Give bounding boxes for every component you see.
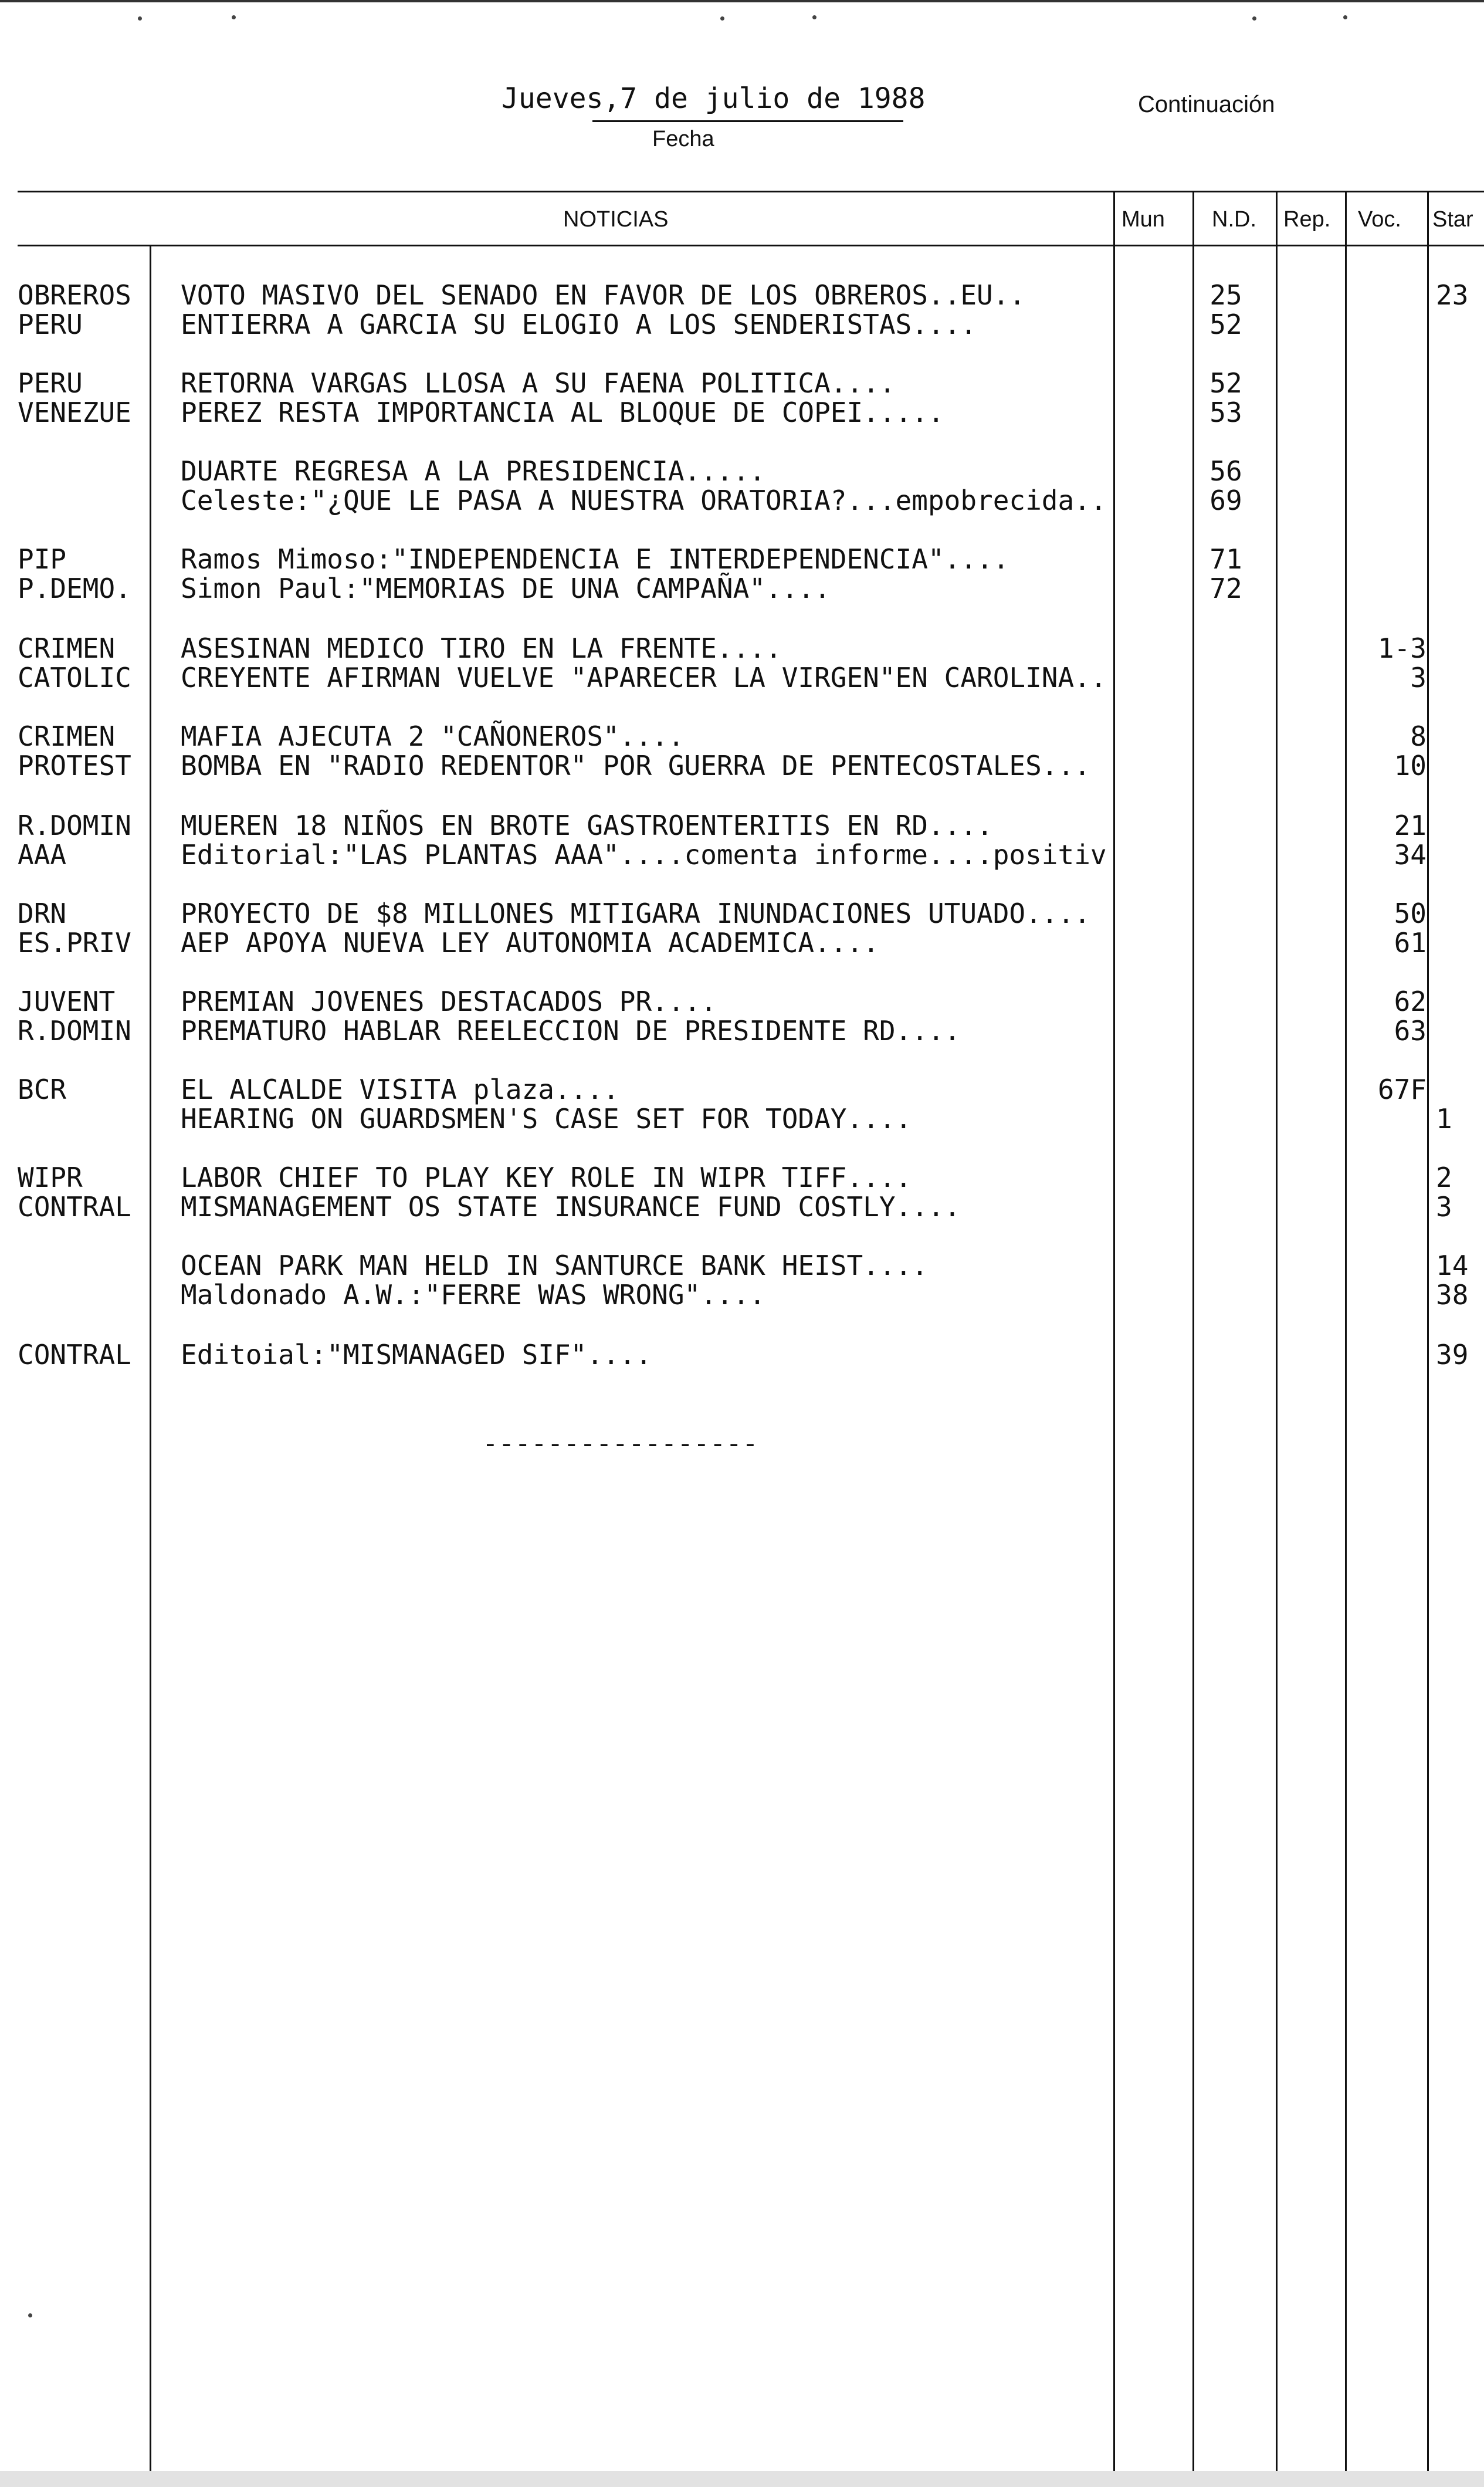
row-headline: LABOR CHIEF TO PLAY KEY ROLE IN WIPR TIFF.... (181, 1162, 912, 1193)
mun-column-divider (1113, 192, 1115, 2471)
date-underline (592, 120, 903, 122)
table-top-rule (18, 191, 1484, 192)
row-category: VENEZUE (18, 398, 131, 427)
row-voc-page: 67F (1377, 1074, 1427, 1105)
document-date: Jueves,7 de julio de 1988 (502, 82, 926, 115)
row-nd-page: 52 (1209, 367, 1242, 399)
scan-speck (28, 2313, 32, 2317)
row-category: R.DOMIN (18, 1016, 131, 1045)
row-nd-page: 72 (1209, 573, 1242, 604)
scan-bottom-band (0, 2471, 1484, 2487)
row-headline: PEREZ RESTA IMPORTANCIA AL BLOQUE DE COPEI..... (181, 397, 944, 428)
row-category: R.DOMIN (18, 811, 131, 840)
row-category: CRIMEN (18, 634, 116, 663)
row-star-page: 39 (1436, 1340, 1469, 1369)
row-headline: CREYENTE AFIRMAN VUELVE "APARECER LA VIRGEN"EN CAROLINA.. (181, 662, 1107, 693)
row-category: CONTRAL (18, 1340, 131, 1369)
row-headline: MAFIA AJECUTA 2 "CAÑONEROS".... (181, 720, 685, 752)
row-star-page: 14 (1436, 1251, 1469, 1280)
row-nd-page: 53 (1209, 397, 1242, 428)
row-category: AAA (18, 840, 67, 869)
row-headline: Ramos Mimoso:"INDEPENDENCIA E INTERDEPENDENCIA".... (181, 543, 1009, 575)
row-headline: AEP APOYA NUEVA LEY AUTONOMIA ACADEMICA.... (181, 927, 879, 959)
row-nd-page: 56 (1209, 455, 1242, 487)
row-voc-page: 61 (1394, 927, 1427, 959)
row-category: PERU (18, 310, 83, 339)
end-separator: ----------------- (482, 1427, 758, 1459)
row-category: ES.PRIV (18, 928, 131, 957)
row-category: P.DEMO. (18, 574, 131, 603)
row-headline: Simon Paul:"MEMORIAS DE UNA CAMPAÑA".... (181, 573, 831, 604)
row-category: OBREROS (18, 280, 131, 310)
table-header-rule (18, 245, 1484, 246)
scan-speck (1252, 16, 1256, 21)
row-category: PIP (18, 544, 67, 574)
row-category: CRIMEN (18, 722, 116, 751)
row-headline: PREMIAN JOVENES DESTACADOS PR.... (181, 986, 717, 1017)
row-headline: HEARING ON GUARDSMEN'S CASE SET FOR TODAY.... (181, 1103, 912, 1135)
row-headline: Editoial:"MISMANAGED SIF".... (181, 1339, 652, 1371)
row-headline: PREMATURO HABLAR REELECCION DE PRESIDENTE RD.... (181, 1015, 961, 1047)
row-headline: MISMANAGEMENT OS STATE INSURANCE FUND COSTLY.... (181, 1191, 961, 1223)
row-headline: BOMBA EN "RADIO REDENTOR" POR GUERRA DE PENTECOSTALES... (181, 750, 1090, 781)
col-header-nd: N.D. (1212, 207, 1256, 232)
row-voc-page: 21 (1394, 810, 1427, 841)
voc-column-divider (1345, 192, 1347, 2471)
row-voc-page: 62 (1394, 986, 1427, 1017)
nd-column-divider (1192, 192, 1194, 2471)
star-column-divider (1427, 192, 1429, 2471)
row-category: WIPR (18, 1163, 83, 1192)
row-category: PERU (18, 368, 83, 398)
date-label: Fecha (652, 127, 714, 151)
col-header-voc: Voc. (1358, 207, 1401, 232)
row-headline: OCEAN PARK MAN HELD IN SANTURCE BANK HEIST.... (181, 1250, 928, 1281)
row-category: DRN (18, 899, 67, 928)
row-category: CONTRAL (18, 1192, 131, 1221)
row-nd-page: 71 (1209, 543, 1242, 575)
scan-speck (138, 16, 142, 21)
row-voc-page: 63 (1394, 1015, 1427, 1047)
row-headline: Editorial:"LAS PLANTAS AAA"....comenta informe....positiv (181, 839, 1107, 871)
category-column-divider (150, 245, 151, 2471)
row-voc-page: 1-3 (1377, 632, 1427, 664)
row-headline: PROYECTO DE $8 MILLONES MITIGARA INUNDACIONES UTUADO.... (181, 898, 1090, 929)
top-edge (0, 0, 1484, 2)
col-header-noticias: NOTICIAS (563, 207, 669, 232)
scan-speck (720, 16, 724, 21)
row-headline: RETORNA VARGAS LLOSA A SU FAENA POLITICA.... (181, 367, 896, 399)
row-headline: EL ALCALDE VISITA plaza.... (181, 1074, 619, 1105)
col-header-mun: Mun (1122, 207, 1165, 232)
row-headline: ASESINAN MEDICO TIRO EN LA FRENTE.... (181, 632, 782, 664)
scan-speck (232, 15, 236, 19)
row-nd-page: 25 (1209, 279, 1242, 311)
rep-column-divider (1276, 192, 1278, 2471)
row-nd-page: 52 (1209, 309, 1242, 340)
row-headline: Maldonado A.W.:"FERRE WAS WRONG".... (181, 1279, 765, 1311)
row-star-page: 2 (1436, 1163, 1452, 1192)
col-header-star: Star (1432, 207, 1473, 232)
row-voc-page: 34 (1394, 839, 1427, 871)
row-headline: Celeste:"¿QUE LE PASA A NUESTRA ORATORIA?...empobrecida.. (181, 485, 1107, 516)
row-star-page: 38 (1436, 1280, 1469, 1310)
row-category: CATOLIC (18, 663, 131, 692)
col-header-rep: Rep. (1283, 207, 1331, 232)
row-headline: DUARTE REGRESA A LA PRESIDENCIA..... (181, 455, 765, 487)
row-voc-page: 10 (1394, 750, 1427, 781)
row-star-page: 1 (1436, 1104, 1452, 1133)
row-star-page: 3 (1436, 1192, 1452, 1221)
row-headline: MUEREN 18 NIÑOS EN BROTE GASTROENTERITIS EN RD.... (181, 810, 993, 841)
row-voc-page: 50 (1394, 898, 1427, 929)
scan-speck (812, 15, 816, 19)
scan-speck (1343, 15, 1347, 19)
row-category: PROTEST (18, 751, 131, 780)
row-category: BCR (18, 1075, 67, 1104)
row-nd-page: 69 (1209, 485, 1242, 516)
row-category: JUVENT (18, 987, 116, 1016)
row-headline: ENTIERRA A GARCIA SU ELOGIO A LOS SENDERISTAS.... (181, 309, 977, 340)
row-voc-page: 8 (1410, 720, 1427, 752)
continuation-label: Continuación (1138, 92, 1275, 117)
row-voc-page: 3 (1410, 662, 1427, 693)
row-star-page: 23 (1436, 280, 1469, 310)
row-headline: VOTO MASIVO DEL SENADO EN FAVOR DE LOS OBREROS..EU.. (181, 279, 1026, 311)
